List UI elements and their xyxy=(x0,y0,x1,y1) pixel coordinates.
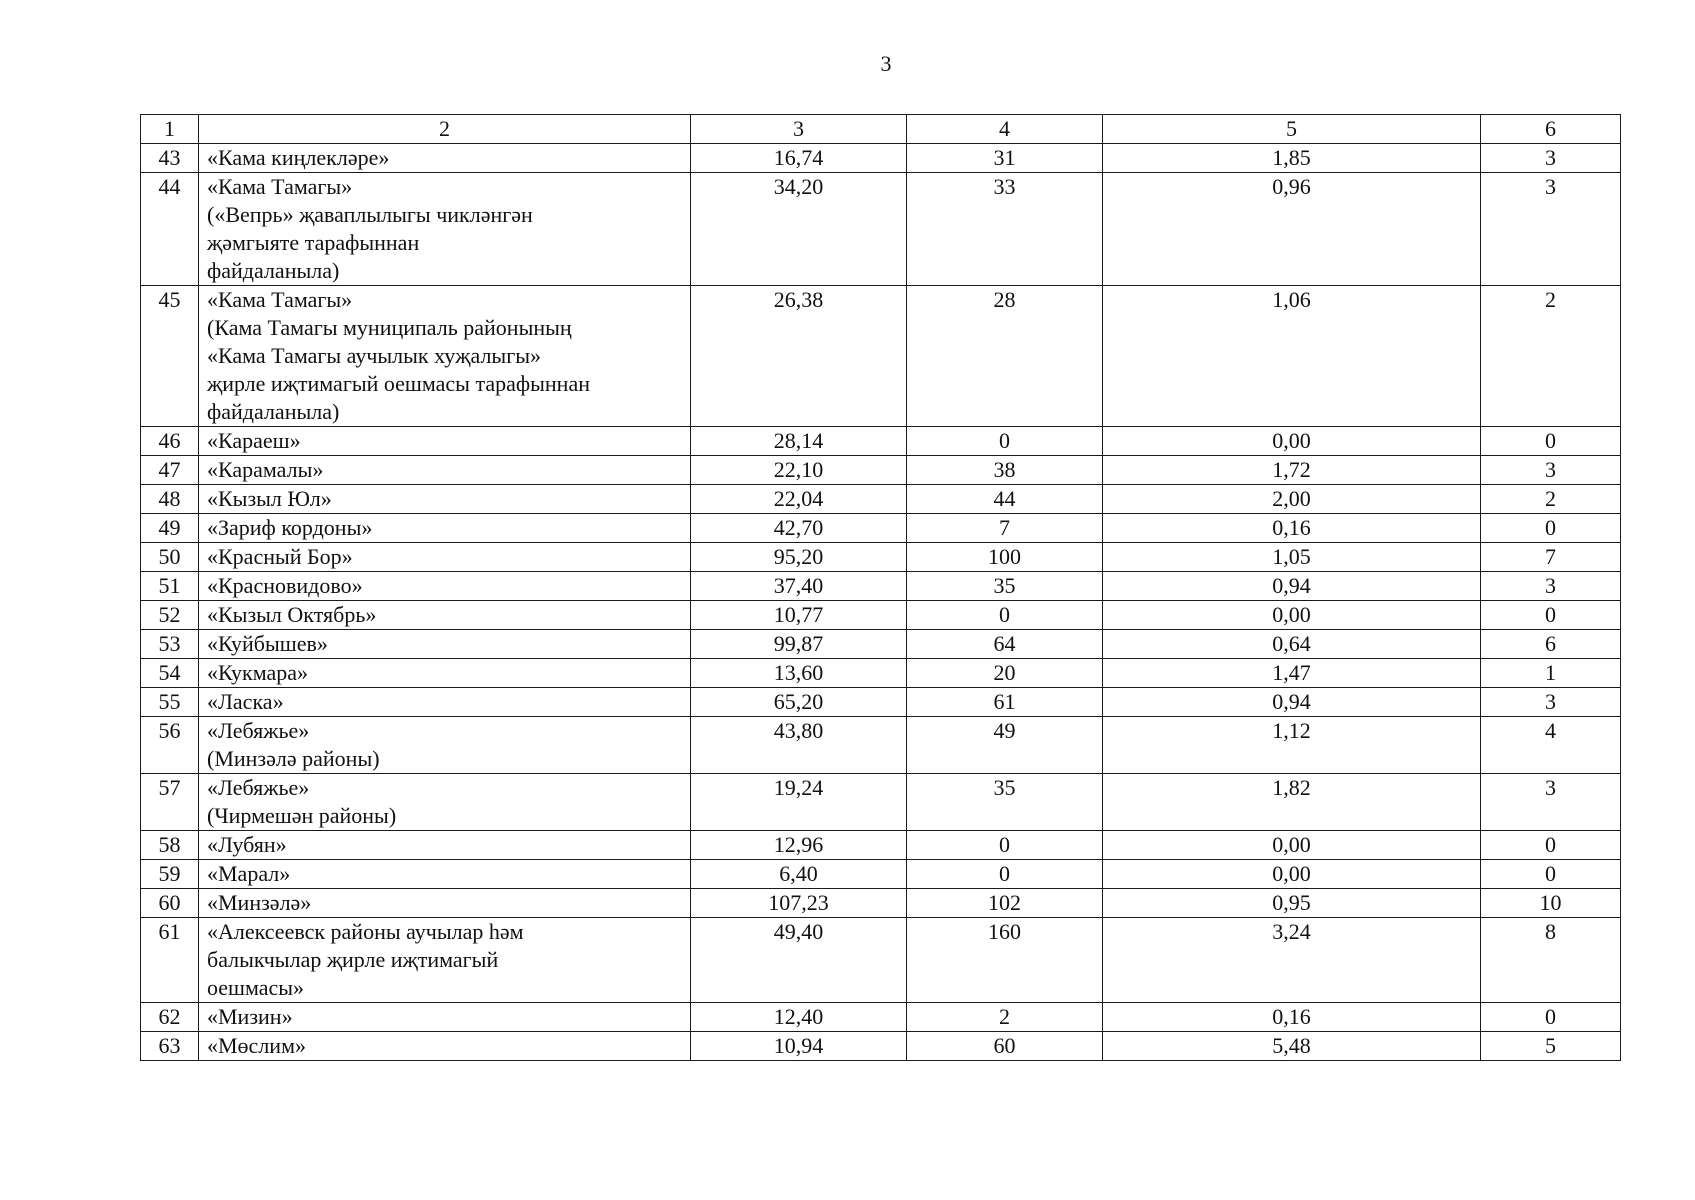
table-row xyxy=(141,514,1621,543)
row-number: 58 xyxy=(141,831,199,860)
value-col-6: 0 xyxy=(1481,514,1621,543)
row-number: 57 xyxy=(141,774,199,831)
row-number: 50 xyxy=(141,543,199,572)
name-line: «Марал» xyxy=(207,861,291,886)
row-number: 51 xyxy=(141,572,199,601)
value-col-5: 0,64 xyxy=(1103,630,1481,659)
value-col-4: 60 xyxy=(907,1032,1103,1061)
header-cell-6: 6 xyxy=(1481,115,1621,144)
row-number: 53 xyxy=(141,630,199,659)
value-col-3: 22,10 xyxy=(691,456,907,485)
value-col-6: 3 xyxy=(1481,144,1621,173)
header-cell-4: 4 xyxy=(907,115,1103,144)
value-col-4: 20 xyxy=(907,659,1103,688)
value-col-6: 2 xyxy=(1481,485,1621,514)
value-col-6: 3 xyxy=(1481,774,1621,831)
table-row xyxy=(141,601,1621,630)
name-line: файдаланыла) xyxy=(207,258,340,283)
value-col-5: 0,00 xyxy=(1103,860,1481,889)
row-number: 43 xyxy=(141,144,199,173)
name-line: «Лебяжье» xyxy=(207,718,310,743)
name-line: «Кама Тамагы аучылык хуҗалыгы» xyxy=(207,343,542,368)
table-row xyxy=(141,831,1621,860)
value-col-4: 33 xyxy=(907,173,1103,286)
value-col-4: 0 xyxy=(907,427,1103,456)
value-col-4: 44 xyxy=(907,485,1103,514)
hunting-ground-name xyxy=(199,144,691,173)
value-col-5: 0,16 xyxy=(1103,1003,1481,1032)
table-row xyxy=(141,286,1621,427)
table-row xyxy=(141,659,1621,688)
hunting-ground-name xyxy=(199,485,691,514)
name-line: «Зариф кордоны» xyxy=(207,515,373,540)
value-col-6: 10 xyxy=(1481,889,1621,918)
table-row xyxy=(141,774,1621,831)
row-number: 46 xyxy=(141,427,199,456)
hunting-ground-name xyxy=(199,831,691,860)
value-col-4: 102 xyxy=(907,889,1103,918)
hunting-ground-name xyxy=(199,688,691,717)
name-line: файдаланыла) xyxy=(207,399,340,424)
value-col-5: 5,48 xyxy=(1103,1032,1481,1061)
row-number: 47 xyxy=(141,456,199,485)
value-col-5: 0,94 xyxy=(1103,688,1481,717)
name-line: җирле иҗтимагый оешмасы тарафыннан xyxy=(207,371,590,396)
table-row xyxy=(141,630,1621,659)
hunting-ground-name xyxy=(199,860,691,889)
value-col-4: 7 xyxy=(907,514,1103,543)
value-col-6: 3 xyxy=(1481,572,1621,601)
value-col-4: 100 xyxy=(907,543,1103,572)
table-row xyxy=(141,485,1621,514)
value-col-3: 95,20 xyxy=(691,543,907,572)
row-number: 49 xyxy=(141,514,199,543)
name-line: «Кама киңлекләре» xyxy=(207,145,390,170)
row-number: 52 xyxy=(141,601,199,630)
value-col-6: 0 xyxy=(1481,1003,1621,1032)
value-col-6: 2 xyxy=(1481,286,1621,427)
row-number: 63 xyxy=(141,1032,199,1061)
value-col-6: 1 xyxy=(1481,659,1621,688)
value-col-3: 49,40 xyxy=(691,918,907,1003)
name-line: «Карамалы» xyxy=(207,457,324,482)
value-col-5: 1,12 xyxy=(1103,717,1481,774)
hunting-ground-name xyxy=(199,427,691,456)
value-col-5: 1,06 xyxy=(1103,286,1481,427)
table-row xyxy=(141,889,1621,918)
value-col-4: 61 xyxy=(907,688,1103,717)
table-row xyxy=(141,572,1621,601)
value-col-6: 0 xyxy=(1481,860,1621,889)
name-line: балыкчылар җирле иҗтимагый xyxy=(207,947,499,972)
header-row xyxy=(141,115,1621,144)
value-col-6: 0 xyxy=(1481,831,1621,860)
row-number: 48 xyxy=(141,485,199,514)
table-row xyxy=(141,173,1621,286)
name-line: «Куйбышев» xyxy=(207,631,328,656)
header-cell-1: 1 xyxy=(141,115,199,144)
value-col-4: 0 xyxy=(907,831,1103,860)
value-col-3: 43,80 xyxy=(691,717,907,774)
table-row xyxy=(141,1003,1621,1032)
row-number: 59 xyxy=(141,860,199,889)
name-line: «Ласка» xyxy=(207,689,284,714)
name-line: «Кызыл Юл» xyxy=(207,486,332,511)
hunting-ground-name xyxy=(199,659,691,688)
value-col-5: 0,00 xyxy=(1103,831,1481,860)
value-col-5: 0,00 xyxy=(1103,427,1481,456)
value-col-5: 0,00 xyxy=(1103,601,1481,630)
value-col-6: 0 xyxy=(1481,427,1621,456)
value-col-3: 65,20 xyxy=(691,688,907,717)
value-col-6: 4 xyxy=(1481,717,1621,774)
hunting-ground-name xyxy=(199,514,691,543)
name-line: «Кызыл Октябрь» xyxy=(207,602,377,627)
value-col-6: 3 xyxy=(1481,173,1621,286)
value-col-3: 42,70 xyxy=(691,514,907,543)
name-line: «Красновидово» xyxy=(207,573,363,598)
hunting-ground-name xyxy=(199,630,691,659)
name-line: оешмасы» xyxy=(207,975,305,1000)
hunting-ground-name xyxy=(199,286,691,427)
value-col-5: 1,72 xyxy=(1103,456,1481,485)
table-row xyxy=(141,543,1621,572)
value-col-5: 1,05 xyxy=(1103,543,1481,572)
value-col-3: 10,94 xyxy=(691,1032,907,1061)
value-col-5: 1,82 xyxy=(1103,774,1481,831)
value-col-3: 19,24 xyxy=(691,774,907,831)
row-number: 62 xyxy=(141,1003,199,1032)
value-col-3: 12,40 xyxy=(691,1003,907,1032)
value-col-4: 28 xyxy=(907,286,1103,427)
value-col-3: 28,14 xyxy=(691,427,907,456)
name-line: (Кама Тамагы муниципаль районының xyxy=(207,315,572,340)
value-col-5: 2,00 xyxy=(1103,485,1481,514)
value-col-6: 8 xyxy=(1481,918,1621,1003)
hunting-ground-name xyxy=(199,543,691,572)
hunting-ground-name xyxy=(199,717,691,774)
value-col-4: 49 xyxy=(907,717,1103,774)
value-col-4: 35 xyxy=(907,572,1103,601)
value-col-6: 7 xyxy=(1481,543,1621,572)
row-number: 54 xyxy=(141,659,199,688)
value-col-3: 10,77 xyxy=(691,601,907,630)
name-line: җәмгыяте тарафыннан xyxy=(207,230,420,255)
hunting-ground-name xyxy=(199,1032,691,1061)
value-col-3: 34,20 xyxy=(691,173,907,286)
row-number: 45 xyxy=(141,286,199,427)
name-line: «Кукмара» xyxy=(207,660,309,685)
table-row xyxy=(141,144,1621,173)
value-col-3: 22,04 xyxy=(691,485,907,514)
header-cell-3: 3 xyxy=(691,115,907,144)
name-line: (Минзәлә районы) xyxy=(207,746,380,771)
hunting-ground-name xyxy=(199,1003,691,1032)
value-col-5: 0,95 xyxy=(1103,889,1481,918)
value-col-4: 0 xyxy=(907,601,1103,630)
value-col-6: 3 xyxy=(1481,688,1621,717)
name-line: «Лубян» xyxy=(207,832,287,857)
row-number: 56 xyxy=(141,717,199,774)
hunting-ground-name xyxy=(199,173,691,286)
value-col-4: 35 xyxy=(907,774,1103,831)
value-col-4: 2 xyxy=(907,1003,1103,1032)
table-body xyxy=(141,115,1621,1061)
table-row xyxy=(141,427,1621,456)
value-col-3: 37,40 xyxy=(691,572,907,601)
hunting-ground-name xyxy=(199,601,691,630)
name-line: «Мизин» xyxy=(207,1004,293,1029)
value-col-6: 0 xyxy=(1481,601,1621,630)
name-line: «Красный Бор» xyxy=(207,544,353,569)
table-row xyxy=(141,860,1621,889)
row-number: 60 xyxy=(141,889,199,918)
value-col-5: 0,96 xyxy=(1103,173,1481,286)
hunting-ground-name xyxy=(199,456,691,485)
row-number: 55 xyxy=(141,688,199,717)
value-col-4: 64 xyxy=(907,630,1103,659)
value-col-5: 3,24 xyxy=(1103,918,1481,1003)
row-number: 61 xyxy=(141,918,199,1003)
name-line: «Кама Тамагы» xyxy=(207,174,353,199)
name-line: «Минзәлә» xyxy=(207,890,312,915)
value-col-4: 31 xyxy=(907,144,1103,173)
hunting-grounds-table xyxy=(140,114,1621,1061)
value-col-3: 6,40 xyxy=(691,860,907,889)
value-col-5: 0,94 xyxy=(1103,572,1481,601)
table-row xyxy=(141,688,1621,717)
value-col-3: 12,96 xyxy=(691,831,907,860)
name-line: «Караеш» xyxy=(207,428,301,453)
page-number: 3 xyxy=(880,51,892,76)
value-col-4: 160 xyxy=(907,918,1103,1003)
value-col-5: 1,47 xyxy=(1103,659,1481,688)
value-col-5: 0,16 xyxy=(1103,514,1481,543)
hunting-ground-name xyxy=(199,889,691,918)
table-row xyxy=(141,1032,1621,1061)
hunting-ground-name xyxy=(199,572,691,601)
value-col-3: 107,23 xyxy=(691,889,907,918)
value-col-3: 99,87 xyxy=(691,630,907,659)
row-number: 44 xyxy=(141,173,199,286)
value-col-4: 38 xyxy=(907,456,1103,485)
header-cell-5: 5 xyxy=(1103,115,1481,144)
value-col-5: 1,85 xyxy=(1103,144,1481,173)
name-line: «Алексеевск районы аучылар һәм xyxy=(207,919,524,944)
hunting-ground-name xyxy=(199,774,691,831)
name-line: «Лебяжье» xyxy=(207,775,310,800)
value-col-3: 13,60 xyxy=(691,659,907,688)
table-row xyxy=(141,456,1621,485)
name-line: «Кама Тамагы» xyxy=(207,287,353,312)
value-col-4: 0 xyxy=(907,860,1103,889)
name-line: (Чирмешән районы) xyxy=(207,803,397,828)
header-cell-2: 2 xyxy=(199,115,691,144)
name-line: («Вепрь» җаваплылыгы чикләнгән xyxy=(207,202,533,227)
name-line: «Мөслим» xyxy=(207,1033,306,1058)
table-row xyxy=(141,918,1621,1003)
value-col-3: 26,38 xyxy=(691,286,907,427)
hunting-ground-name xyxy=(199,918,691,1003)
value-col-6: 6 xyxy=(1481,630,1621,659)
value-col-3: 16,74 xyxy=(691,144,907,173)
value-col-6: 3 xyxy=(1481,456,1621,485)
value-col-6: 5 xyxy=(1481,1032,1621,1061)
table-row xyxy=(141,717,1621,774)
